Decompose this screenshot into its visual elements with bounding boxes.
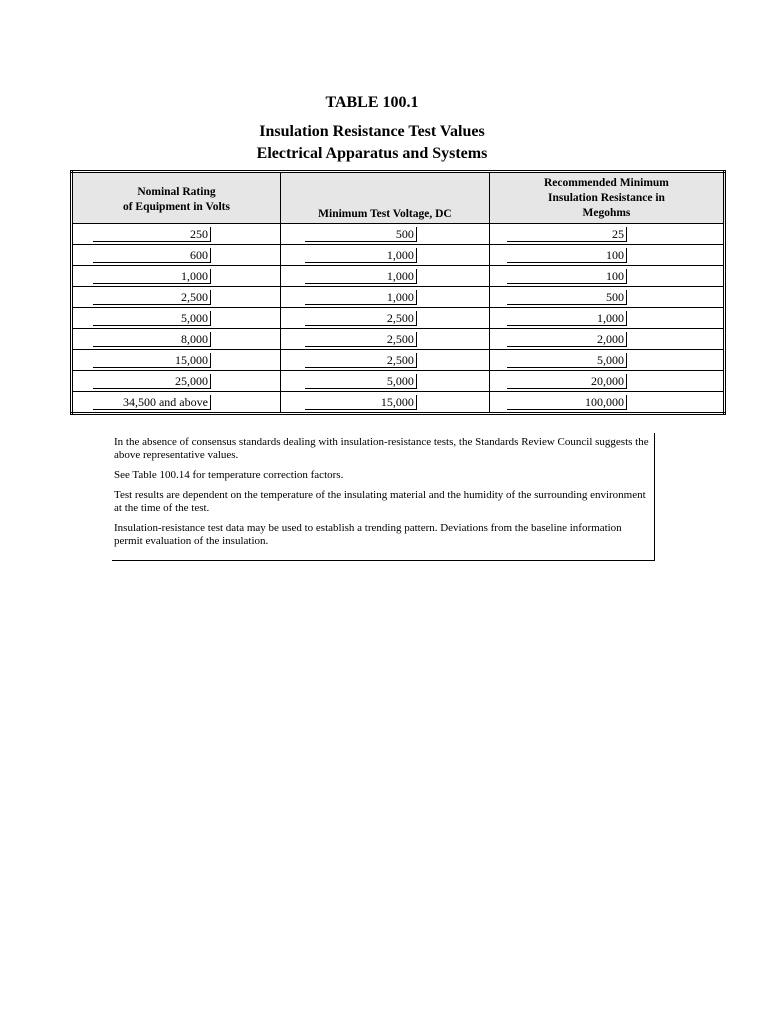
test-voltage-cell bbox=[280, 392, 489, 414]
table-subtitle: Electrical Apparatus and Systems bbox=[256, 145, 488, 162]
test-voltage-cell bbox=[280, 287, 489, 308]
table-title: Insulation Resistance Test Values bbox=[259, 123, 485, 140]
cell-value: 5,000 bbox=[93, 311, 211, 326]
cell-value: 1,000 bbox=[305, 290, 417, 305]
cell-value: 5,000 bbox=[507, 353, 627, 368]
table-row bbox=[72, 392, 725, 414]
note-2: See Table 100.14 for temperature correction factors. bbox=[114, 469, 344, 481]
cell-value: 2,000 bbox=[507, 332, 627, 347]
insulation-resistance-table bbox=[70, 170, 726, 415]
min-resistance-cell bbox=[489, 287, 724, 308]
cell-value: 15,000 bbox=[93, 353, 211, 368]
header-recommended-line3: Megohms bbox=[582, 206, 631, 219]
cell-value: 2,500 bbox=[305, 353, 417, 368]
min-resistance-cell bbox=[489, 350, 724, 371]
min-resistance-cell bbox=[489, 224, 724, 245]
test-voltage-cell bbox=[280, 371, 489, 392]
cell-value: 25,000 bbox=[93, 374, 211, 389]
header-nominal-rating-line1: Nominal Rating bbox=[137, 186, 216, 198]
min-resistance-cell bbox=[489, 308, 724, 329]
test-voltage-cell bbox=[280, 224, 489, 245]
header-nominal-rating-line2: of Equipment in Volts bbox=[122, 201, 230, 213]
cell-value: 25 bbox=[507, 227, 627, 242]
table-row bbox=[72, 350, 725, 371]
test-voltage-cell bbox=[280, 245, 489, 266]
test-voltage-cell bbox=[280, 266, 489, 287]
cell-value: 100,000 bbox=[507, 395, 627, 410]
test-voltage-cell bbox=[280, 350, 489, 371]
cell-value: 1,000 bbox=[507, 311, 627, 326]
min-resistance-cell bbox=[489, 245, 724, 266]
min-resistance-cell bbox=[489, 266, 724, 287]
cell-value: 15,000 bbox=[305, 395, 417, 410]
cell-value: 2,500 bbox=[305, 332, 417, 347]
test-voltage-cell bbox=[280, 308, 489, 329]
table-row bbox=[72, 329, 725, 350]
header-recommended-line2: Insulation Resistance in bbox=[547, 191, 665, 204]
cell-value: 600 bbox=[93, 248, 211, 263]
nominal-rating-cell bbox=[72, 329, 281, 350]
nominal-rating-cell bbox=[72, 308, 281, 329]
min-resistance-cell bbox=[489, 371, 724, 392]
nominal-rating-cell bbox=[72, 392, 281, 414]
header-min-test-voltage bbox=[280, 172, 489, 224]
table-number: TABLE 100.1 bbox=[325, 94, 419, 111]
cell-value: 1,000 bbox=[93, 269, 211, 284]
header-recommended-line1: Recommended Minimum bbox=[544, 176, 669, 189]
nominal-rating-cell bbox=[72, 287, 281, 308]
cell-value: 34,500 and above bbox=[93, 395, 211, 410]
table-row bbox=[72, 224, 725, 245]
cell-value: 8,000 bbox=[93, 332, 211, 347]
nominal-rating-cell bbox=[72, 224, 281, 245]
nominal-rating-cell bbox=[72, 266, 281, 287]
cell-value: 500 bbox=[305, 227, 417, 242]
cell-value: 500 bbox=[507, 290, 627, 305]
nominal-rating-cell bbox=[72, 350, 281, 371]
header-min-test-voltage-line1: Minimum Test Voltage, DC bbox=[318, 208, 452, 220]
table-row bbox=[72, 371, 725, 392]
table-row bbox=[72, 266, 725, 287]
min-resistance-cell bbox=[489, 329, 724, 350]
cell-value: 250 bbox=[93, 227, 211, 242]
cell-value: 20,000 bbox=[507, 374, 627, 389]
note-1: In the absence of consensus standards dealing with insulation-resistance tests, the Standards Review Council suggests the above representative values. bbox=[114, 436, 649, 461]
note-4: Insulation-resistance test data may be used to establish a trending pattern. Deviations from the baseline information permit evaluation of the insulation. bbox=[114, 522, 622, 547]
table-notes bbox=[112, 433, 655, 561]
cell-value: 100 bbox=[507, 269, 627, 284]
table-row bbox=[72, 245, 725, 266]
test-voltage-cell bbox=[280, 329, 489, 350]
nominal-rating-cell bbox=[72, 245, 281, 266]
nominal-rating-cell bbox=[72, 371, 281, 392]
cell-value: 2,500 bbox=[305, 311, 417, 326]
table-header-row bbox=[72, 172, 725, 224]
cell-value: 1,000 bbox=[305, 248, 417, 263]
cell-value: 100 bbox=[507, 248, 627, 263]
header-nominal-rating bbox=[72, 172, 281, 224]
cell-value: 5,000 bbox=[305, 374, 417, 389]
header-recommended-min-resistance bbox=[489, 172, 724, 224]
cell-value: 1,000 bbox=[305, 269, 417, 284]
cell-value: 2,500 bbox=[93, 290, 211, 305]
note-3: Test results are dependent on the temperature of the insulating material and the humidity of the surrounding environment at the time of the test. bbox=[114, 489, 646, 514]
min-resistance-cell bbox=[489, 392, 724, 414]
table-row bbox=[72, 287, 725, 308]
table-row bbox=[72, 308, 725, 329]
